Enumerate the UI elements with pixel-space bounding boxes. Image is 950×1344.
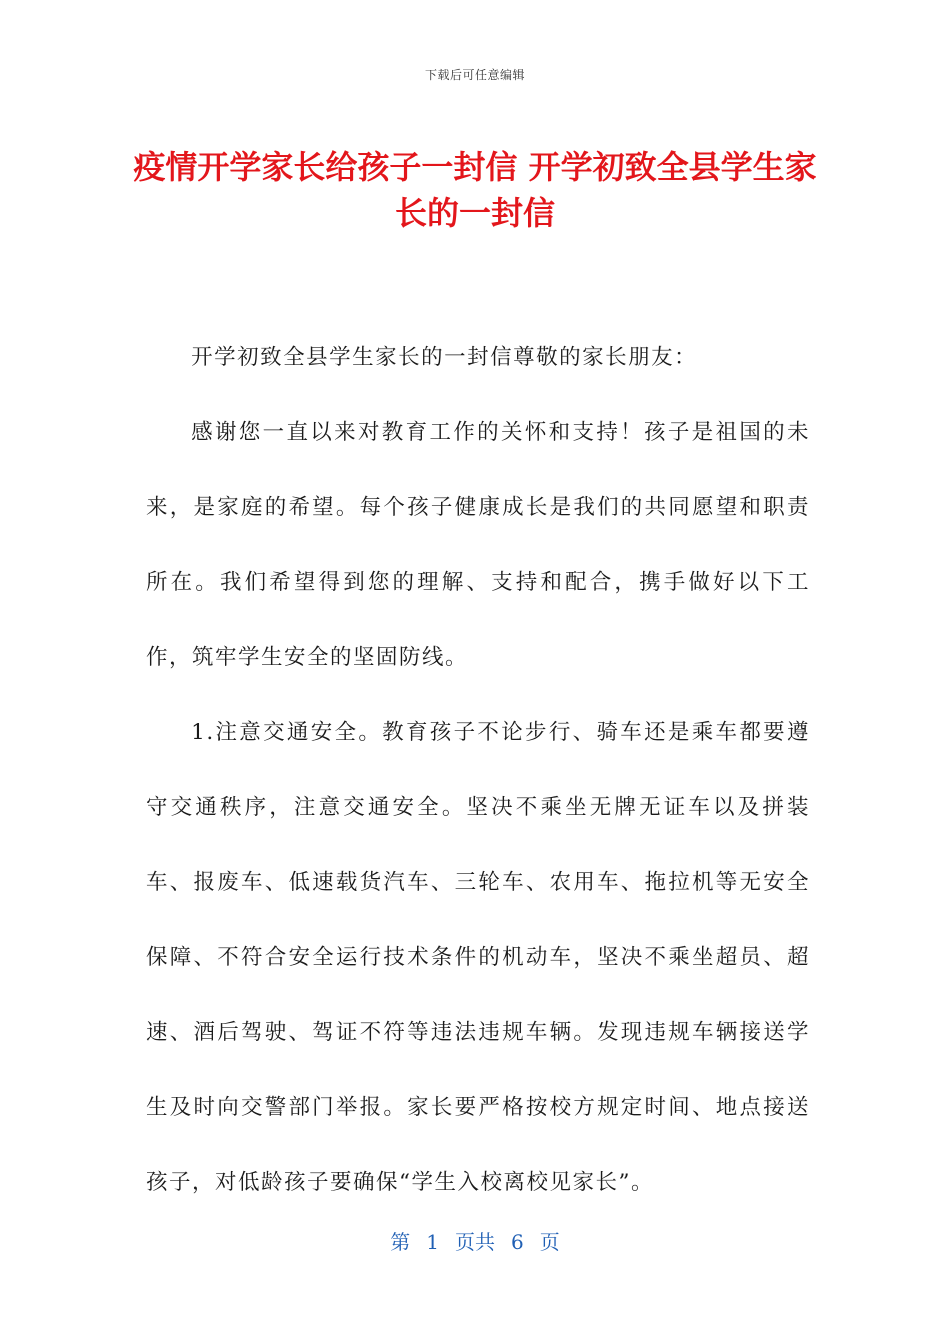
page-current: 1 <box>426 1230 439 1254</box>
paragraph-traffic-safety: 1.注意交通安全。教育孩子不论步行、骑车还是乘车都要遵守交通秩序，注意交通安全。坚决不乘坐无牌无证车以及拼装车、报废车、低速载货汽车、三轮车、农用车、拖拉机等无安全保障、不符合安全运行技术条件的机动车，坚决不乘坐超员、超速、酒后驾驶、驾证不符等违法违规车辆。发现违规车辆接送学生及时向交警部门举报。家长要严格按校方规定时间、地点接送孩子，对低龄孩子要确保“学生入校离校见家长”。 <box>146 720 810 1195</box>
header-note: 下载后可任意编辑 <box>424 68 525 82</box>
page-total: 6 <box>511 1230 524 1254</box>
page-footer <box>0 1226 950 1255</box>
page-middle: 页共 <box>455 1230 495 1254</box>
page-prefix: 第 <box>390 1230 411 1254</box>
document-title: 疫情开学家长给孩子一封信 开学初致全县学生家长的一封信 <box>133 148 817 232</box>
paragraph-salutation: 开学初致全县学生家长的一封信尊敬的家长朋友： <box>191 345 698 370</box>
document-body <box>146 320 810 1220</box>
paragraph-intro: 感谢您一直以来对教育工作的关怀和支持！孩子是祖国的未来，是家庭的希望。每个孩子健康成长是我们的共同愿望和职责所在。我们希望得到您的理解、支持和配合，携手做好以下工作，筑牢学生安全的坚固防线。 <box>146 420 810 670</box>
page-suffix: 页 <box>539 1230 560 1254</box>
